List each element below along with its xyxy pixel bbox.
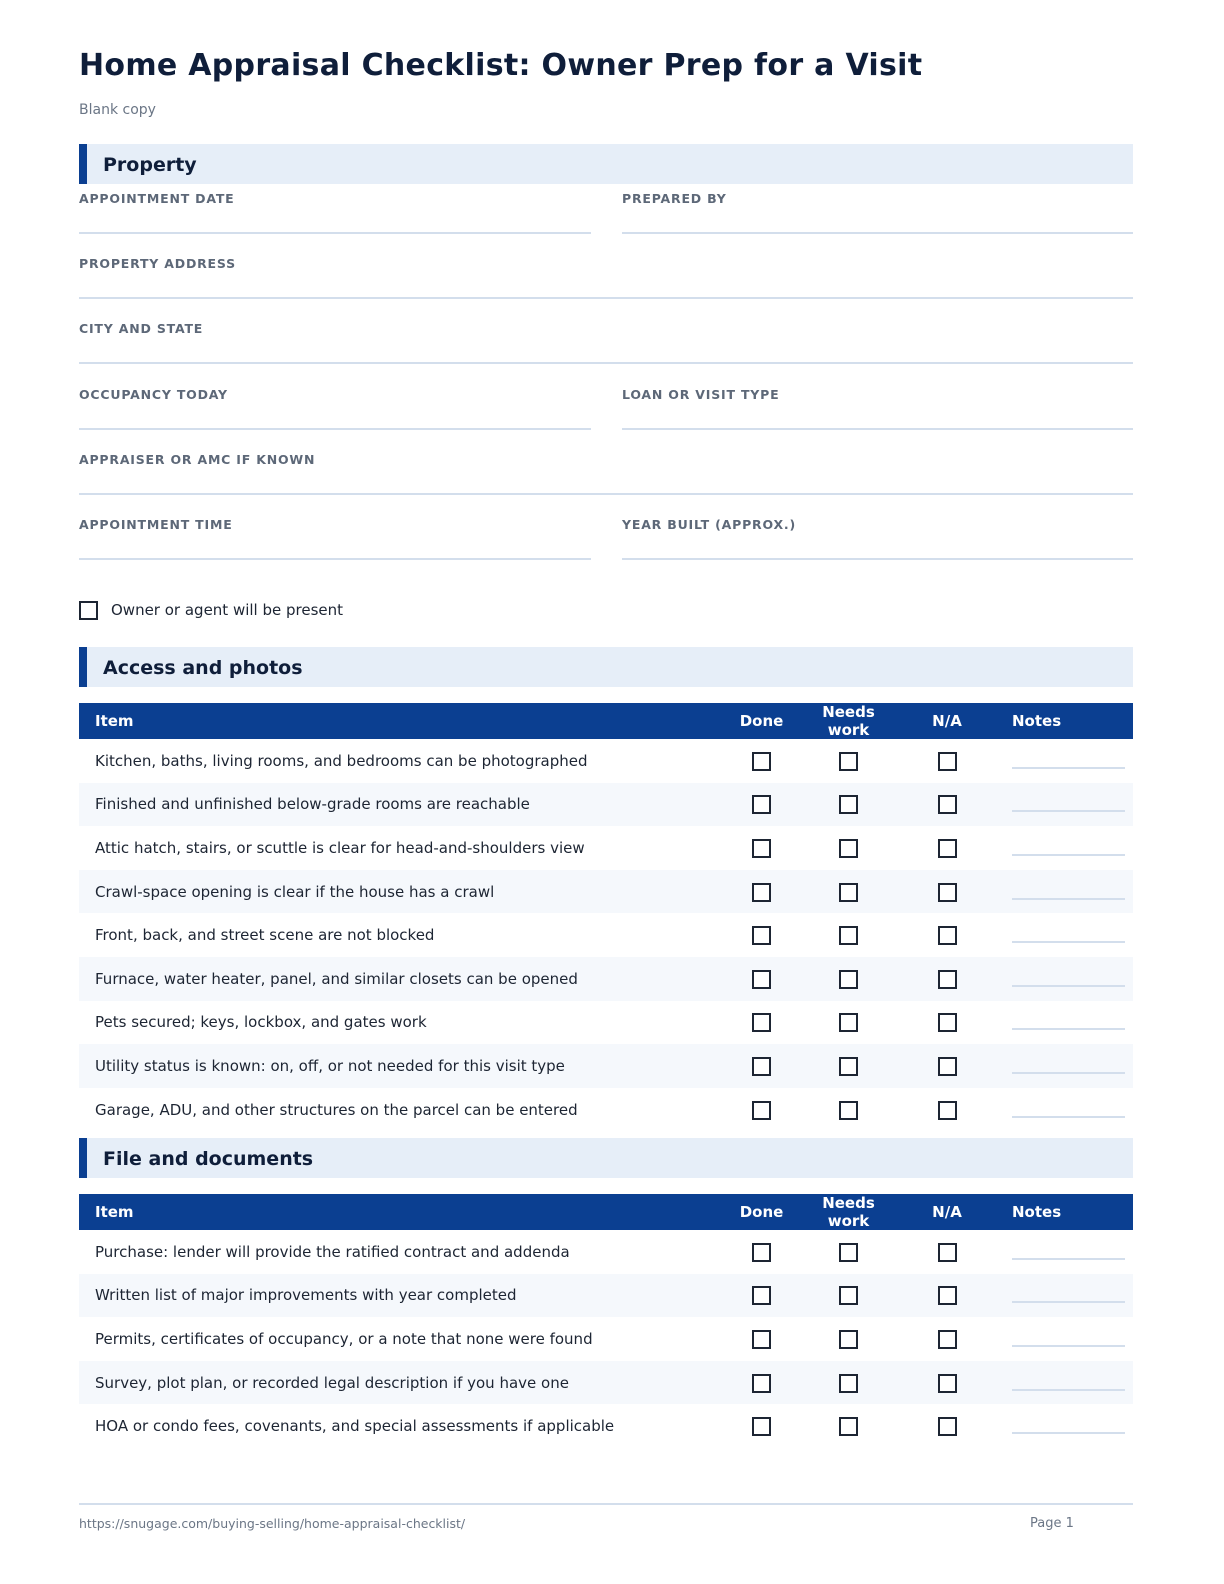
- notes-field[interactable]: [1012, 810, 1125, 812]
- table-header-row: [79, 703, 1133, 739]
- city-state-field[interactable]: [79, 314, 1133, 364]
- column-header-na: N/A: [892, 1194, 1002, 1230]
- table-row: [79, 739, 1133, 783]
- needs-work-cell: [805, 1404, 892, 1448]
- done-checkbox[interactable]: [752, 926, 771, 945]
- needs-work-checkbox[interactable]: [839, 795, 858, 814]
- notes-cell: [1002, 1404, 1133, 1448]
- na-checkbox[interactable]: [938, 1286, 957, 1305]
- na-cell: [892, 1361, 1002, 1405]
- section-header-property: [79, 144, 1133, 184]
- loan-visit-type-field[interactable]: [622, 380, 1133, 430]
- done-checkbox[interactable]: [752, 1417, 771, 1436]
- field-label: LOAN OR VISIT TYPE: [622, 387, 780, 402]
- notes-cell: [1002, 1230, 1133, 1274]
- section-header-access: [79, 647, 1133, 687]
- done-cell: [718, 957, 805, 1001]
- field-label: CITY AND STATE: [79, 321, 204, 336]
- column-header-notes: Notes: [1002, 703, 1133, 739]
- notes-cell: [1002, 1361, 1133, 1405]
- needs-work-cell: [805, 739, 892, 783]
- done-checkbox[interactable]: [752, 1243, 771, 1262]
- notes-field[interactable]: [1012, 1345, 1125, 1347]
- needs-work-cell: [805, 826, 892, 870]
- needs-work-checkbox[interactable]: [839, 1057, 858, 1076]
- footer-url: https://snugage.com/buying-selling/home-appraisal-checklist/: [79, 1516, 466, 1531]
- na-checkbox[interactable]: [938, 1374, 957, 1393]
- notes-cell: [1002, 1001, 1133, 1045]
- table-row: [79, 1361, 1133, 1405]
- item-label: Permits, certificates of occupancy, or a note that none were found: [95, 1329, 593, 1348]
- na-checkbox[interactable]: [938, 1057, 957, 1076]
- notes-cell: [1002, 739, 1133, 783]
- column-header-item: Item: [79, 1194, 718, 1230]
- na-checkbox[interactable]: [938, 1330, 957, 1349]
- notes-field[interactable]: [1012, 1028, 1125, 1030]
- item-label: Utility status is known: on, off, or not needed for this visit type: [79, 1044, 718, 1088]
- item-label: Crawl-space opening is clear if the house has a crawl: [79, 870, 718, 914]
- page-subtitle: Blank copy: [79, 102, 156, 118]
- prepared-by-field[interactable]: [622, 184, 1133, 234]
- field-label: APPRAISER OR AMC IF KNOWN: [79, 452, 316, 467]
- notes-field[interactable]: [1012, 985, 1125, 987]
- column-header-needs-work: Needs work: [805, 1194, 892, 1230]
- page-number: Page 1: [1030, 1516, 1074, 1531]
- na-cell: [892, 957, 1002, 1001]
- notes-field[interactable]: [1012, 1432, 1125, 1434]
- done-cell: [718, 1001, 805, 1045]
- property-address-field[interactable]: [79, 249, 1133, 299]
- column-header-item: Item: [79, 703, 718, 739]
- item-label: Garage, ADU, and other structures on the parcel can be entered: [95, 1100, 578, 1119]
- notes-field[interactable]: [1012, 1258, 1125, 1260]
- notes-cell: [1002, 1317, 1133, 1361]
- table-row: [79, 1274, 1133, 1318]
- needs-work-checkbox[interactable]: [839, 839, 858, 858]
- table-row: [79, 957, 1133, 1001]
- notes-field[interactable]: [1012, 941, 1125, 943]
- table-header-row: [79, 1194, 1133, 1230]
- needs-work-cell: [805, 957, 892, 1001]
- needs-work-cell: [805, 870, 892, 914]
- notes-field[interactable]: [1012, 1301, 1125, 1303]
- table-row: [79, 1044, 1133, 1088]
- needs-work-checkbox[interactable]: [839, 1374, 858, 1393]
- done-checkbox[interactable]: [752, 970, 771, 989]
- needs-work-checkbox[interactable]: [839, 1330, 858, 1349]
- na-cell: [892, 913, 1002, 957]
- na-cell: [892, 826, 1002, 870]
- owner-present-checkbox[interactable]: [79, 601, 98, 620]
- section-title: Property: [103, 154, 197, 176]
- item-label: Attic hatch, stairs, or scuttle is clear for head-and-shoulders view: [95, 838, 585, 857]
- owner-present-label: Owner or agent will be present: [111, 601, 344, 619]
- item-label: Pets secured; keys, lockbox, and gates work: [95, 1013, 427, 1032]
- notes-field[interactable]: [1012, 1389, 1125, 1391]
- notes-cell: [1002, 913, 1133, 957]
- notes-field[interactable]: [1012, 898, 1125, 900]
- notes-cell: [1002, 1088, 1133, 1132]
- needs-work-cell: [805, 1274, 892, 1318]
- na-cell: [892, 1404, 1002, 1448]
- item-label: Survey, plot plan, or recorded legal description if you have one: [79, 1361, 718, 1405]
- section-title: Access and photos: [103, 657, 303, 679]
- table-row: [79, 1317, 1133, 1361]
- notes-field[interactable]: [1012, 1116, 1125, 1118]
- na-cell: [892, 739, 1002, 783]
- section-title: File and documents: [103, 1148, 314, 1170]
- needs-work-cell: [805, 783, 892, 827]
- done-checkbox[interactable]: [752, 883, 771, 902]
- appointment-time-field[interactable]: [79, 510, 591, 560]
- table-row: [79, 913, 1133, 957]
- field-label: OCCUPANCY TODAY: [79, 387, 228, 402]
- page-title: Home Appraisal Checklist: Owner Prep for a Visit: [79, 48, 923, 83]
- na-cell: [892, 1088, 1002, 1132]
- occupancy-today-field[interactable]: [79, 380, 591, 430]
- na-cell: [892, 870, 1002, 914]
- done-checkbox[interactable]: [752, 1101, 771, 1120]
- needs-work-checkbox[interactable]: [839, 883, 858, 902]
- done-cell: [718, 826, 805, 870]
- notes-cell: [1002, 783, 1133, 827]
- na-checkbox[interactable]: [938, 795, 957, 814]
- done-cell: [718, 870, 805, 914]
- item-label: Front, back, and street scene are not blocked: [95, 926, 435, 945]
- needs-work-checkbox[interactable]: [839, 970, 858, 989]
- na-checkbox[interactable]: [938, 926, 957, 945]
- na-checkbox[interactable]: [938, 752, 957, 771]
- needs-work-checkbox[interactable]: [839, 1417, 858, 1436]
- done-cell: [718, 1088, 805, 1132]
- column-header-needs-work: Needs work: [805, 703, 892, 739]
- table-row: [79, 1404, 1133, 1448]
- table-row: [79, 1001, 1133, 1045]
- done-cell: [718, 1044, 805, 1088]
- done-cell: [718, 1361, 805, 1405]
- item-label: Purchase: lender will provide the ratified contract and addenda: [95, 1242, 570, 1261]
- notes-cell: [1002, 870, 1133, 914]
- item-label: Written list of major improvements with year completed: [79, 1274, 718, 1318]
- na-cell: [892, 1274, 1002, 1318]
- na-checkbox[interactable]: [938, 1243, 957, 1262]
- notes-field[interactable]: [1012, 1072, 1125, 1074]
- na-cell: [892, 1044, 1002, 1088]
- year-built-field[interactable]: [622, 510, 1133, 560]
- done-checkbox[interactable]: [752, 1374, 771, 1393]
- section-header-files: [79, 1138, 1133, 1178]
- needs-work-checkbox[interactable]: [839, 1013, 858, 1032]
- na-cell: [892, 1001, 1002, 1045]
- needs-work-cell: [805, 913, 892, 957]
- na-cell: [892, 1230, 1002, 1274]
- needs-work-checkbox[interactable]: [839, 1286, 858, 1305]
- na-checkbox[interactable]: [938, 1101, 957, 1120]
- item-label: HOA or condo fees, covenants, and special assessments if applicable: [95, 1417, 615, 1436]
- notes-field[interactable]: [1012, 854, 1125, 856]
- needs-work-checkbox[interactable]: [839, 752, 858, 771]
- table-row: [79, 826, 1133, 870]
- done-checkbox[interactable]: [752, 1013, 771, 1032]
- done-checkbox[interactable]: [752, 795, 771, 814]
- needs-work-cell: [805, 1088, 892, 1132]
- na-checkbox[interactable]: [938, 883, 957, 902]
- done-checkbox[interactable]: [752, 1286, 771, 1305]
- done-cell: [718, 783, 805, 827]
- notes-field[interactable]: [1012, 767, 1125, 769]
- appraiser-amc-field[interactable]: [79, 445, 1133, 495]
- needs-work-cell: [805, 1361, 892, 1405]
- na-checkbox[interactable]: [938, 1417, 957, 1436]
- done-cell: [718, 1230, 805, 1274]
- field-label: PROPERTY ADDRESS: [79, 256, 236, 271]
- notes-cell: [1002, 957, 1133, 1001]
- table-row: [79, 1230, 1133, 1274]
- done-cell: [718, 1317, 805, 1361]
- done-checkbox[interactable]: [752, 1330, 771, 1349]
- needs-work-cell: [805, 1044, 892, 1088]
- done-cell: [718, 1404, 805, 1448]
- needs-work-cell: [805, 1230, 892, 1274]
- item-label: Finished and unfinished below-grade rooms are reachable: [79, 783, 718, 827]
- done-checkbox[interactable]: [752, 1057, 771, 1076]
- needs-work-checkbox[interactable]: [839, 926, 858, 945]
- table-row: [79, 783, 1133, 827]
- notes-cell: [1002, 1274, 1133, 1318]
- done-cell: [718, 739, 805, 783]
- field-label: APPOINTMENT TIME: [79, 517, 233, 532]
- item-label: Furnace, water heater, panel, and similar closets can be opened: [79, 957, 718, 1001]
- column-header-na: N/A: [892, 703, 1002, 739]
- notes-cell: [1002, 826, 1133, 870]
- needs-work-checkbox[interactable]: [839, 1243, 858, 1262]
- footer-divider: [79, 1503, 1133, 1505]
- done-checkbox[interactable]: [752, 839, 771, 858]
- na-checkbox[interactable]: [938, 970, 957, 989]
- appointment-date-field[interactable]: [79, 184, 591, 234]
- field-label: YEAR BUILT (APPROX.): [622, 517, 796, 532]
- item-label: Kitchen, baths, living rooms, and bedrooms can be photographed: [95, 751, 588, 770]
- na-checkbox[interactable]: [938, 1013, 957, 1032]
- na-cell: [892, 1317, 1002, 1361]
- table-row: [79, 870, 1133, 914]
- done-cell: [718, 913, 805, 957]
- field-label: APPOINTMENT DATE: [79, 191, 235, 206]
- na-cell: [892, 783, 1002, 827]
- na-checkbox[interactable]: [938, 839, 957, 858]
- table-row: [79, 1088, 1133, 1132]
- done-cell: [718, 1274, 805, 1318]
- notes-cell: [1002, 1044, 1133, 1088]
- files-checklist-table: [79, 1194, 1133, 1448]
- column-header-done: Done: [718, 703, 805, 739]
- column-header-notes: Notes: [1002, 1194, 1133, 1230]
- column-header-done: Done: [718, 1194, 805, 1230]
- needs-work-cell: [805, 1317, 892, 1361]
- access-checklist-table: [79, 703, 1133, 1131]
- needs-work-cell: [805, 1001, 892, 1045]
- needs-work-checkbox[interactable]: [839, 1101, 858, 1120]
- done-checkbox[interactable]: [752, 752, 771, 771]
- field-label: PREPARED BY: [622, 191, 727, 206]
